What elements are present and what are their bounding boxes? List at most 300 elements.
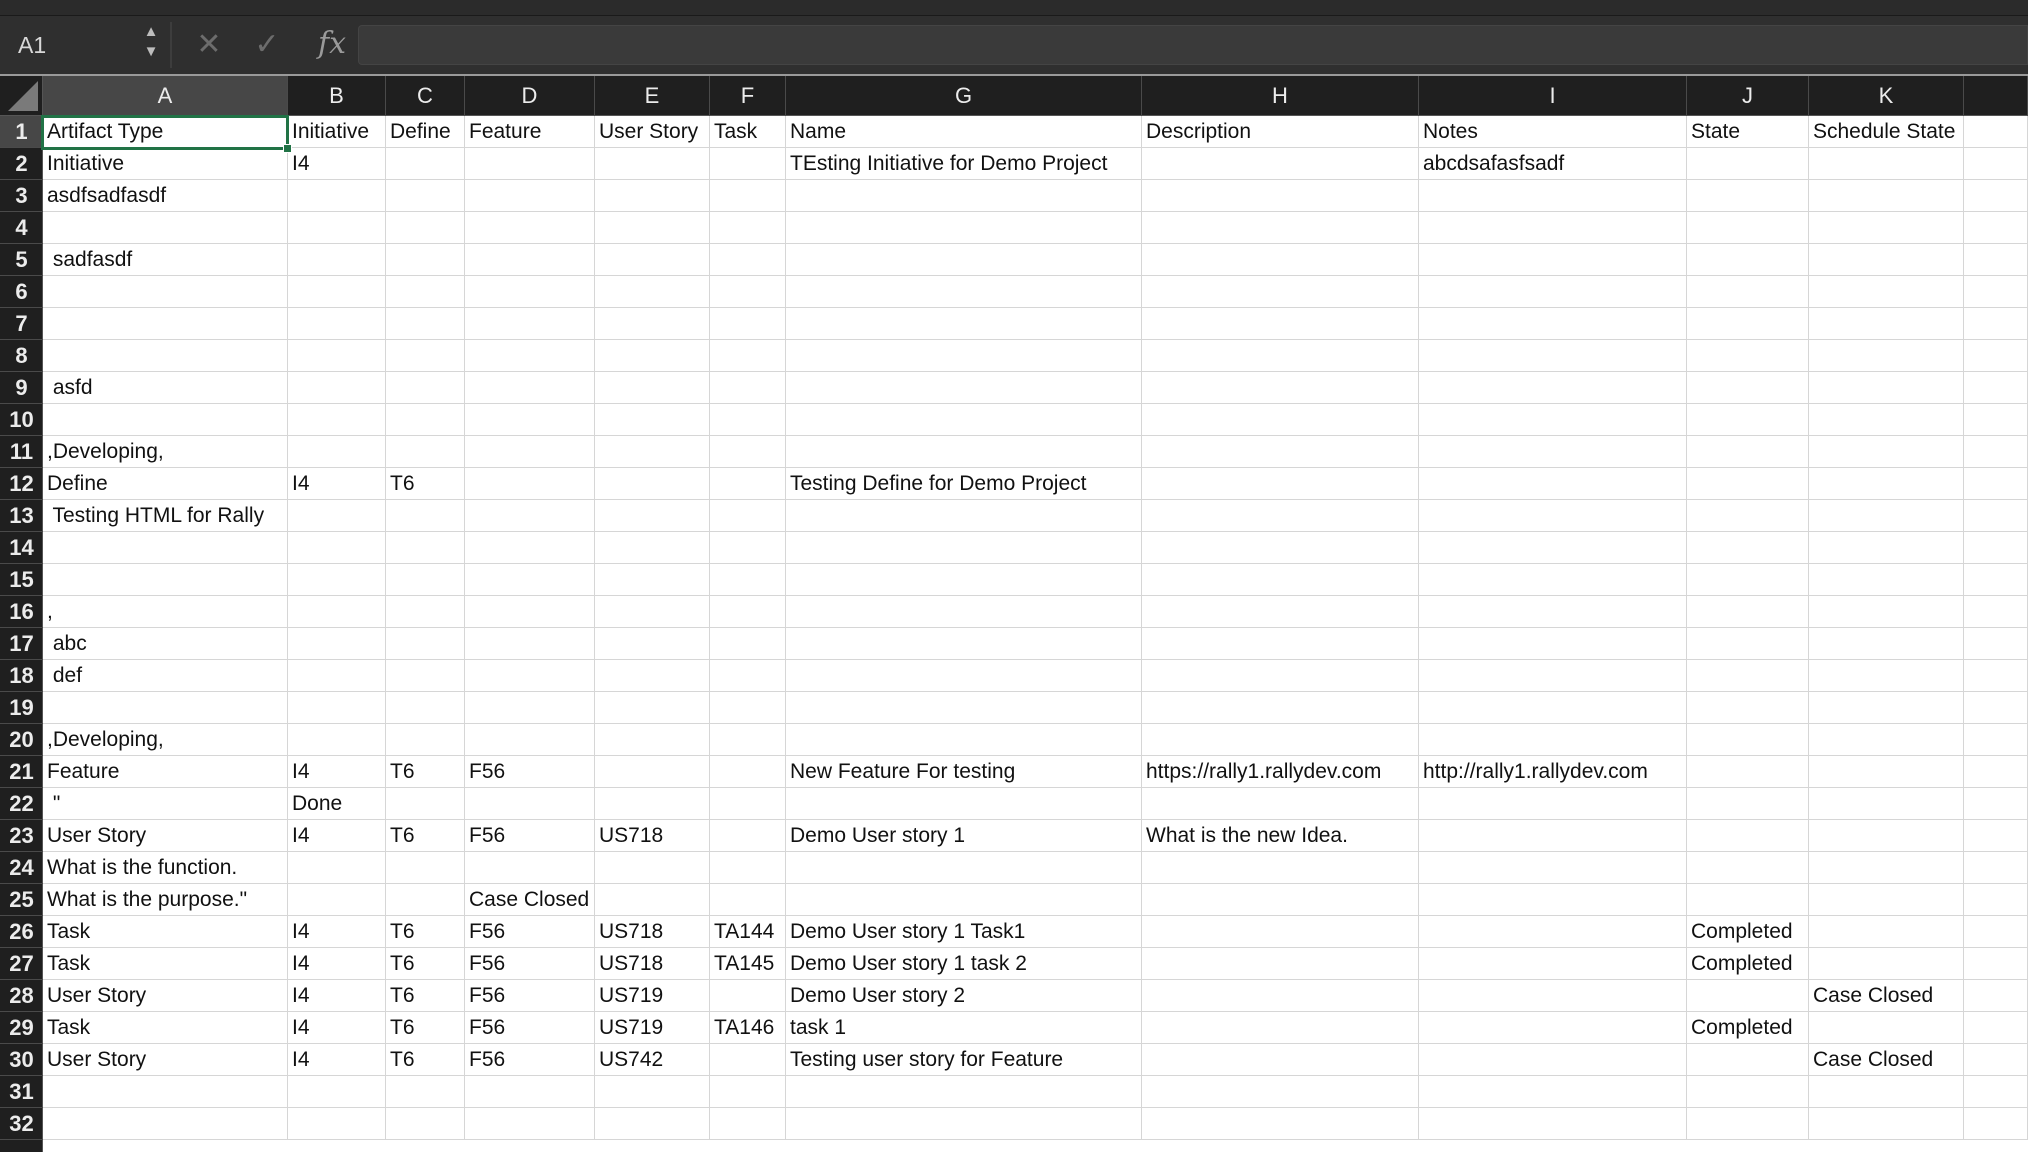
cell-c28[interactable]: T6 bbox=[386, 980, 465, 1012]
cell-a9[interactable]: asfd bbox=[43, 372, 288, 404]
cell-j28[interactable] bbox=[1687, 980, 1809, 1012]
cell-g16[interactable] bbox=[786, 596, 1142, 628]
cell-e16[interactable] bbox=[595, 596, 710, 628]
cell-k21[interactable] bbox=[1809, 756, 1964, 788]
cell-a31[interactable] bbox=[43, 1076, 288, 1108]
cell-k29[interactable] bbox=[1809, 1012, 1964, 1044]
cell-d14[interactable] bbox=[465, 532, 595, 564]
cell-g8[interactable] bbox=[786, 340, 1142, 372]
cell-j2[interactable] bbox=[1687, 148, 1809, 180]
cell-k9[interactable] bbox=[1809, 372, 1964, 404]
cell-b2[interactable]: I4 bbox=[288, 148, 386, 180]
cell-h28[interactable] bbox=[1142, 980, 1419, 1012]
cell-k22[interactable] bbox=[1809, 788, 1964, 820]
cell-i10[interactable] bbox=[1419, 404, 1687, 436]
cell-a8[interactable] bbox=[43, 340, 288, 372]
cell-c18[interactable] bbox=[386, 660, 465, 692]
cell-h22[interactable] bbox=[1142, 788, 1419, 820]
cell-l1[interactable] bbox=[1964, 116, 2028, 148]
cell-b4[interactable] bbox=[288, 212, 386, 244]
cell-d29[interactable]: F56 bbox=[465, 1012, 595, 1044]
cell-g6[interactable] bbox=[786, 276, 1142, 308]
cell-b26[interactable]: I4 bbox=[288, 916, 386, 948]
cell-h8[interactable] bbox=[1142, 340, 1419, 372]
cell-i30[interactable] bbox=[1419, 1044, 1687, 1076]
cell-h26[interactable] bbox=[1142, 916, 1419, 948]
cell-b32[interactable] bbox=[288, 1108, 386, 1140]
cell-c11[interactable] bbox=[386, 436, 465, 468]
cell-f4[interactable] bbox=[710, 212, 786, 244]
cell-i9[interactable] bbox=[1419, 372, 1687, 404]
cell-b29[interactable]: I4 bbox=[288, 1012, 386, 1044]
cell-a29[interactable]: Task bbox=[43, 1012, 288, 1044]
cell-b11[interactable] bbox=[288, 436, 386, 468]
cell-i17[interactable] bbox=[1419, 628, 1687, 660]
cell-i25[interactable] bbox=[1419, 884, 1687, 916]
cell-f10[interactable] bbox=[710, 404, 786, 436]
cell-e20[interactable] bbox=[595, 724, 710, 756]
row-header-23[interactable]: 23 bbox=[0, 820, 43, 852]
cell-b7[interactable] bbox=[288, 308, 386, 340]
cell-a4[interactable] bbox=[43, 212, 288, 244]
cell-c5[interactable] bbox=[386, 244, 465, 276]
cell-a2[interactable]: Initiative bbox=[43, 148, 288, 180]
column-header-f[interactable]: F bbox=[710, 76, 786, 116]
cell-k12[interactable] bbox=[1809, 468, 1964, 500]
cell-b3[interactable] bbox=[288, 180, 386, 212]
cell-f28[interactable] bbox=[710, 980, 786, 1012]
row-header-26[interactable]: 26 bbox=[0, 916, 43, 948]
cell-i11[interactable] bbox=[1419, 436, 1687, 468]
cell-g10[interactable] bbox=[786, 404, 1142, 436]
cell-k11[interactable] bbox=[1809, 436, 1964, 468]
cell-f17[interactable] bbox=[710, 628, 786, 660]
cell-i4[interactable] bbox=[1419, 212, 1687, 244]
cell-d12[interactable] bbox=[465, 468, 595, 500]
cell-k15[interactable] bbox=[1809, 564, 1964, 596]
cell-g13[interactable] bbox=[786, 500, 1142, 532]
row-header-7[interactable]: 7 bbox=[0, 308, 43, 340]
cell-a25[interactable]: What is the purpose." bbox=[43, 884, 288, 916]
cell-g17[interactable] bbox=[786, 628, 1142, 660]
cell-d9[interactable] bbox=[465, 372, 595, 404]
cell-c30[interactable]: T6 bbox=[386, 1044, 465, 1076]
cell-g21[interactable]: New Feature For testing bbox=[786, 756, 1142, 788]
row-header-20[interactable]: 20 bbox=[0, 724, 43, 756]
cell-k7[interactable] bbox=[1809, 308, 1964, 340]
cell-b10[interactable] bbox=[288, 404, 386, 436]
cell-l13[interactable] bbox=[1964, 500, 2028, 532]
row-header-30[interactable]: 30 bbox=[0, 1044, 43, 1076]
cell-d16[interactable] bbox=[465, 596, 595, 628]
cell-f29[interactable]: TA146 bbox=[710, 1012, 786, 1044]
cell-f15[interactable] bbox=[710, 564, 786, 596]
cell-a16[interactable]: , bbox=[43, 596, 288, 628]
cell-l10[interactable] bbox=[1964, 404, 2028, 436]
cell-g19[interactable] bbox=[786, 692, 1142, 724]
cell-k6[interactable] bbox=[1809, 276, 1964, 308]
cell-f27[interactable]: TA145 bbox=[710, 948, 786, 980]
cell-a28[interactable]: User Story bbox=[43, 980, 288, 1012]
cell-h24[interactable] bbox=[1142, 852, 1419, 884]
cell-j1[interactable]: State bbox=[1687, 116, 1809, 148]
cell-d20[interactable] bbox=[465, 724, 595, 756]
cell-d25[interactable]: Case Closed bbox=[465, 884, 595, 916]
cell-h23[interactable]: What is the new Idea. bbox=[1142, 820, 1419, 852]
cell-k13[interactable] bbox=[1809, 500, 1964, 532]
cell-b28[interactable]: I4 bbox=[288, 980, 386, 1012]
cell-l31[interactable] bbox=[1964, 1076, 2028, 1108]
cell-h15[interactable] bbox=[1142, 564, 1419, 596]
cell-j7[interactable] bbox=[1687, 308, 1809, 340]
cell-c6[interactable] bbox=[386, 276, 465, 308]
cell-b17[interactable] bbox=[288, 628, 386, 660]
cell-h27[interactable] bbox=[1142, 948, 1419, 980]
cell-j29[interactable]: Completed bbox=[1687, 1012, 1809, 1044]
cell-k14[interactable] bbox=[1809, 532, 1964, 564]
cell-l8[interactable] bbox=[1964, 340, 2028, 372]
cell-c16[interactable] bbox=[386, 596, 465, 628]
row-header-27[interactable]: 27 bbox=[0, 948, 43, 980]
cell-e8[interactable] bbox=[595, 340, 710, 372]
column-header-a[interactable]: A bbox=[43, 76, 288, 116]
cell-g9[interactable] bbox=[786, 372, 1142, 404]
cell-e30[interactable]: US742 bbox=[595, 1044, 710, 1076]
cell-a30[interactable]: User Story bbox=[43, 1044, 288, 1076]
cell-i5[interactable] bbox=[1419, 244, 1687, 276]
cell-l25[interactable] bbox=[1964, 884, 2028, 916]
cell-j31[interactable] bbox=[1687, 1076, 1809, 1108]
cell-l6[interactable] bbox=[1964, 276, 2028, 308]
cell-l23[interactable] bbox=[1964, 820, 2028, 852]
cell-d11[interactable] bbox=[465, 436, 595, 468]
cell-e27[interactable]: US718 bbox=[595, 948, 710, 980]
cell-h11[interactable] bbox=[1142, 436, 1419, 468]
cell-e2[interactable] bbox=[595, 148, 710, 180]
row-header-10[interactable]: 10 bbox=[0, 404, 43, 436]
cell-i15[interactable] bbox=[1419, 564, 1687, 596]
cell-e12[interactable] bbox=[595, 468, 710, 500]
cell-f18[interactable] bbox=[710, 660, 786, 692]
cell-c13[interactable] bbox=[386, 500, 465, 532]
cell-b12[interactable]: I4 bbox=[288, 468, 386, 500]
cell-a6[interactable] bbox=[43, 276, 288, 308]
cell-k1[interactable]: Schedule State bbox=[1809, 116, 1964, 148]
cell-d10[interactable] bbox=[465, 404, 595, 436]
cell-h30[interactable] bbox=[1142, 1044, 1419, 1076]
cell-g22[interactable] bbox=[786, 788, 1142, 820]
cell-b6[interactable] bbox=[288, 276, 386, 308]
cell-i28[interactable] bbox=[1419, 980, 1687, 1012]
row-header-6[interactable]: 6 bbox=[0, 276, 43, 308]
cell-b1[interactable]: Initiative bbox=[288, 116, 386, 148]
cell-l32[interactable] bbox=[1964, 1108, 2028, 1140]
cell-k28[interactable]: Case Closed bbox=[1809, 980, 1964, 1012]
row-header-24[interactable]: 24 bbox=[0, 852, 43, 884]
cell-g23[interactable]: Demo User story 1 bbox=[786, 820, 1142, 852]
cell-a18[interactable]: def bbox=[43, 660, 288, 692]
cell-j26[interactable]: Completed bbox=[1687, 916, 1809, 948]
cell-f11[interactable] bbox=[710, 436, 786, 468]
cell-f32[interactable] bbox=[710, 1108, 786, 1140]
cell-f23[interactable] bbox=[710, 820, 786, 852]
row-header-18[interactable]: 18 bbox=[0, 660, 43, 692]
row-header-13[interactable]: 13 bbox=[0, 500, 43, 532]
cell-j20[interactable] bbox=[1687, 724, 1809, 756]
cell-d23[interactable]: F56 bbox=[465, 820, 595, 852]
cell-i26[interactable] bbox=[1419, 916, 1687, 948]
cell-h29[interactable] bbox=[1142, 1012, 1419, 1044]
cell-b27[interactable]: I4 bbox=[288, 948, 386, 980]
cell-a22[interactable]: " bbox=[43, 788, 288, 820]
cell-j32[interactable] bbox=[1687, 1108, 1809, 1140]
cell-l4[interactable] bbox=[1964, 212, 2028, 244]
cell-c26[interactable]: T6 bbox=[386, 916, 465, 948]
cell-g12[interactable]: Testing Define for Demo Project bbox=[786, 468, 1142, 500]
name-box-stepper-icon[interactable]: ▲ ▼ bbox=[143, 23, 159, 60]
cell-c9[interactable] bbox=[386, 372, 465, 404]
row-header-28[interactable]: 28 bbox=[0, 980, 43, 1012]
cell-k31[interactable] bbox=[1809, 1076, 1964, 1108]
cell-b13[interactable] bbox=[288, 500, 386, 532]
cell-i18[interactable] bbox=[1419, 660, 1687, 692]
cell-l16[interactable] bbox=[1964, 596, 2028, 628]
cell-g3[interactable] bbox=[786, 180, 1142, 212]
cell-j25[interactable] bbox=[1687, 884, 1809, 916]
cell-j17[interactable] bbox=[1687, 628, 1809, 660]
cell-i31[interactable] bbox=[1419, 1076, 1687, 1108]
cell-j19[interactable] bbox=[1687, 692, 1809, 724]
cell-e21[interactable] bbox=[595, 756, 710, 788]
cell-j11[interactable] bbox=[1687, 436, 1809, 468]
cell-b14[interactable] bbox=[288, 532, 386, 564]
cell-i2[interactable]: abcdsafasfsadf bbox=[1419, 148, 1687, 180]
cell-c15[interactable] bbox=[386, 564, 465, 596]
cell-d8[interactable] bbox=[465, 340, 595, 372]
cell-f5[interactable] bbox=[710, 244, 786, 276]
cell-h7[interactable] bbox=[1142, 308, 1419, 340]
cell-b9[interactable] bbox=[288, 372, 386, 404]
cell-g28[interactable]: Demo User story 2 bbox=[786, 980, 1142, 1012]
column-header-g[interactable]: G bbox=[786, 76, 1142, 116]
cell-c24[interactable] bbox=[386, 852, 465, 884]
cell-f31[interactable] bbox=[710, 1076, 786, 1108]
cell-f24[interactable] bbox=[710, 852, 786, 884]
cell-e14[interactable] bbox=[595, 532, 710, 564]
cell-f7[interactable] bbox=[710, 308, 786, 340]
cell-c2[interactable] bbox=[386, 148, 465, 180]
enter-check-icon[interactable]: ✓ bbox=[254, 28, 280, 61]
cell-k2[interactable] bbox=[1809, 148, 1964, 180]
cell-l12[interactable] bbox=[1964, 468, 2028, 500]
cell-b16[interactable] bbox=[288, 596, 386, 628]
cell-i13[interactable] bbox=[1419, 500, 1687, 532]
cell-k27[interactable] bbox=[1809, 948, 1964, 980]
cell-e22[interactable] bbox=[595, 788, 710, 820]
cell-i29[interactable] bbox=[1419, 1012, 1687, 1044]
cell-d1[interactable]: Feature bbox=[465, 116, 595, 148]
cell-f8[interactable] bbox=[710, 340, 786, 372]
cell-e17[interactable] bbox=[595, 628, 710, 660]
cell-j10[interactable] bbox=[1687, 404, 1809, 436]
cell-i12[interactable] bbox=[1419, 468, 1687, 500]
cell-j18[interactable] bbox=[1687, 660, 1809, 692]
cell-f6[interactable] bbox=[710, 276, 786, 308]
cell-c10[interactable] bbox=[386, 404, 465, 436]
cell-h5[interactable] bbox=[1142, 244, 1419, 276]
row-header-16[interactable]: 16 bbox=[0, 596, 43, 628]
cell-e24[interactable] bbox=[595, 852, 710, 884]
cell-g15[interactable] bbox=[786, 564, 1142, 596]
cell-a15[interactable] bbox=[43, 564, 288, 596]
cell-j13[interactable] bbox=[1687, 500, 1809, 532]
cell-e28[interactable]: US719 bbox=[595, 980, 710, 1012]
cell-j12[interactable] bbox=[1687, 468, 1809, 500]
cell-k26[interactable] bbox=[1809, 916, 1964, 948]
cell-c17[interactable] bbox=[386, 628, 465, 660]
cell-g32[interactable] bbox=[786, 1108, 1142, 1140]
cell-k18[interactable] bbox=[1809, 660, 1964, 692]
cell-k32[interactable] bbox=[1809, 1108, 1964, 1140]
cell-l5[interactable] bbox=[1964, 244, 2028, 276]
cell-f1[interactable]: Task bbox=[710, 116, 786, 148]
select-all-corner[interactable] bbox=[0, 76, 43, 116]
insert-function-icon[interactable]: fx bbox=[317, 26, 347, 61]
cell-c14[interactable] bbox=[386, 532, 465, 564]
cell-l14[interactable] bbox=[1964, 532, 2028, 564]
cell-i19[interactable] bbox=[1419, 692, 1687, 724]
cell-a5[interactable]: sadfasdf bbox=[43, 244, 288, 276]
column-header-e[interactable]: E bbox=[595, 76, 710, 116]
cell-h12[interactable] bbox=[1142, 468, 1419, 500]
cell-c23[interactable]: T6 bbox=[386, 820, 465, 852]
cell-g2[interactable]: TEsting Initiative for Demo Project bbox=[786, 148, 1142, 180]
cell-b25[interactable] bbox=[288, 884, 386, 916]
cell-c25[interactable] bbox=[386, 884, 465, 916]
cell-l30[interactable] bbox=[1964, 1044, 2028, 1076]
row-header-29[interactable]: 29 bbox=[0, 1012, 43, 1044]
cell-j22[interactable] bbox=[1687, 788, 1809, 820]
cell-l2[interactable] bbox=[1964, 148, 2028, 180]
cell-i1[interactable]: Notes bbox=[1419, 116, 1687, 148]
cell-g18[interactable] bbox=[786, 660, 1142, 692]
cell-d2[interactable] bbox=[465, 148, 595, 180]
cell-c19[interactable] bbox=[386, 692, 465, 724]
cell-a21[interactable]: Feature bbox=[43, 756, 288, 788]
cell-g26[interactable]: Demo User story 1 Task1 bbox=[786, 916, 1142, 948]
cell-j8[interactable] bbox=[1687, 340, 1809, 372]
cell-a1[interactable]: Artifact Type bbox=[43, 116, 288, 148]
column-header-j[interactable]: J bbox=[1687, 76, 1809, 116]
cell-b19[interactable] bbox=[288, 692, 386, 724]
cell-h18[interactable] bbox=[1142, 660, 1419, 692]
cell-k20[interactable] bbox=[1809, 724, 1964, 756]
cell-g31[interactable] bbox=[786, 1076, 1142, 1108]
cell-h21[interactable]: https://rally1.rallydev.com bbox=[1142, 756, 1419, 788]
cell-e29[interactable]: US719 bbox=[595, 1012, 710, 1044]
cell-f26[interactable]: TA144 bbox=[710, 916, 786, 948]
cell-k30[interactable]: Case Closed bbox=[1809, 1044, 1964, 1076]
cell-h13[interactable] bbox=[1142, 500, 1419, 532]
cell-a17[interactable]: abc bbox=[43, 628, 288, 660]
cell-a10[interactable] bbox=[43, 404, 288, 436]
cell-g27[interactable]: Demo User story 1 task 2 bbox=[786, 948, 1142, 980]
cell-h4[interactable] bbox=[1142, 212, 1419, 244]
cell-d19[interactable] bbox=[465, 692, 595, 724]
cell-l18[interactable] bbox=[1964, 660, 2028, 692]
cell-i14[interactable] bbox=[1419, 532, 1687, 564]
row-header-9[interactable]: 9 bbox=[0, 372, 43, 404]
column-header-c[interactable]: C bbox=[386, 76, 465, 116]
cell-d22[interactable] bbox=[465, 788, 595, 820]
cell-e9[interactable] bbox=[595, 372, 710, 404]
row-header-31[interactable]: 31 bbox=[0, 1076, 43, 1108]
cell-a7[interactable] bbox=[43, 308, 288, 340]
row-header-19[interactable]: 19 bbox=[0, 692, 43, 724]
cell-h19[interactable] bbox=[1142, 692, 1419, 724]
cell-a19[interactable] bbox=[43, 692, 288, 724]
cell-b5[interactable] bbox=[288, 244, 386, 276]
cell-h17[interactable] bbox=[1142, 628, 1419, 660]
cell-a27[interactable]: Task bbox=[43, 948, 288, 980]
cell-l27[interactable] bbox=[1964, 948, 2028, 980]
cell-e23[interactable]: US718 bbox=[595, 820, 710, 852]
cell-g25[interactable] bbox=[786, 884, 1142, 916]
cell-b22[interactable]: Done bbox=[288, 788, 386, 820]
cell-d30[interactable]: F56 bbox=[465, 1044, 595, 1076]
cell-f19[interactable] bbox=[710, 692, 786, 724]
cell-e26[interactable]: US718 bbox=[595, 916, 710, 948]
cell-b15[interactable] bbox=[288, 564, 386, 596]
row-header-15[interactable]: 15 bbox=[0, 564, 43, 596]
cell-k5[interactable] bbox=[1809, 244, 1964, 276]
cell-f3[interactable] bbox=[710, 180, 786, 212]
cell-j4[interactable] bbox=[1687, 212, 1809, 244]
cell-j5[interactable] bbox=[1687, 244, 1809, 276]
cell-k10[interactable] bbox=[1809, 404, 1964, 436]
cell-e32[interactable] bbox=[595, 1108, 710, 1140]
column-header-l[interactable] bbox=[1964, 76, 2028, 116]
cell-d26[interactable]: F56 bbox=[465, 916, 595, 948]
cell-h1[interactable]: Description bbox=[1142, 116, 1419, 148]
cell-e1[interactable]: User Story bbox=[595, 116, 710, 148]
cell-d4[interactable] bbox=[465, 212, 595, 244]
cell-b21[interactable]: I4 bbox=[288, 756, 386, 788]
cell-g11[interactable] bbox=[786, 436, 1142, 468]
cell-l7[interactable] bbox=[1964, 308, 2028, 340]
row-header-2[interactable]: 2 bbox=[0, 148, 43, 180]
cell-i22[interactable] bbox=[1419, 788, 1687, 820]
cell-l3[interactable] bbox=[1964, 180, 2028, 212]
cell-f9[interactable] bbox=[710, 372, 786, 404]
cell-d28[interactable]: F56 bbox=[465, 980, 595, 1012]
cell-e10[interactable] bbox=[595, 404, 710, 436]
row-header-25[interactable]: 25 bbox=[0, 884, 43, 916]
cell-e4[interactable] bbox=[595, 212, 710, 244]
cell-i3[interactable] bbox=[1419, 180, 1687, 212]
cell-h31[interactable] bbox=[1142, 1076, 1419, 1108]
cell-b24[interactable] bbox=[288, 852, 386, 884]
cell-f22[interactable] bbox=[710, 788, 786, 820]
cell-g20[interactable] bbox=[786, 724, 1142, 756]
cell-g24[interactable] bbox=[786, 852, 1142, 884]
row-header-5[interactable]: 5 bbox=[0, 244, 43, 276]
cell-e3[interactable] bbox=[595, 180, 710, 212]
cell-e6[interactable] bbox=[595, 276, 710, 308]
cell-h10[interactable] bbox=[1142, 404, 1419, 436]
cell-g4[interactable] bbox=[786, 212, 1142, 244]
cell-k19[interactable] bbox=[1809, 692, 1964, 724]
